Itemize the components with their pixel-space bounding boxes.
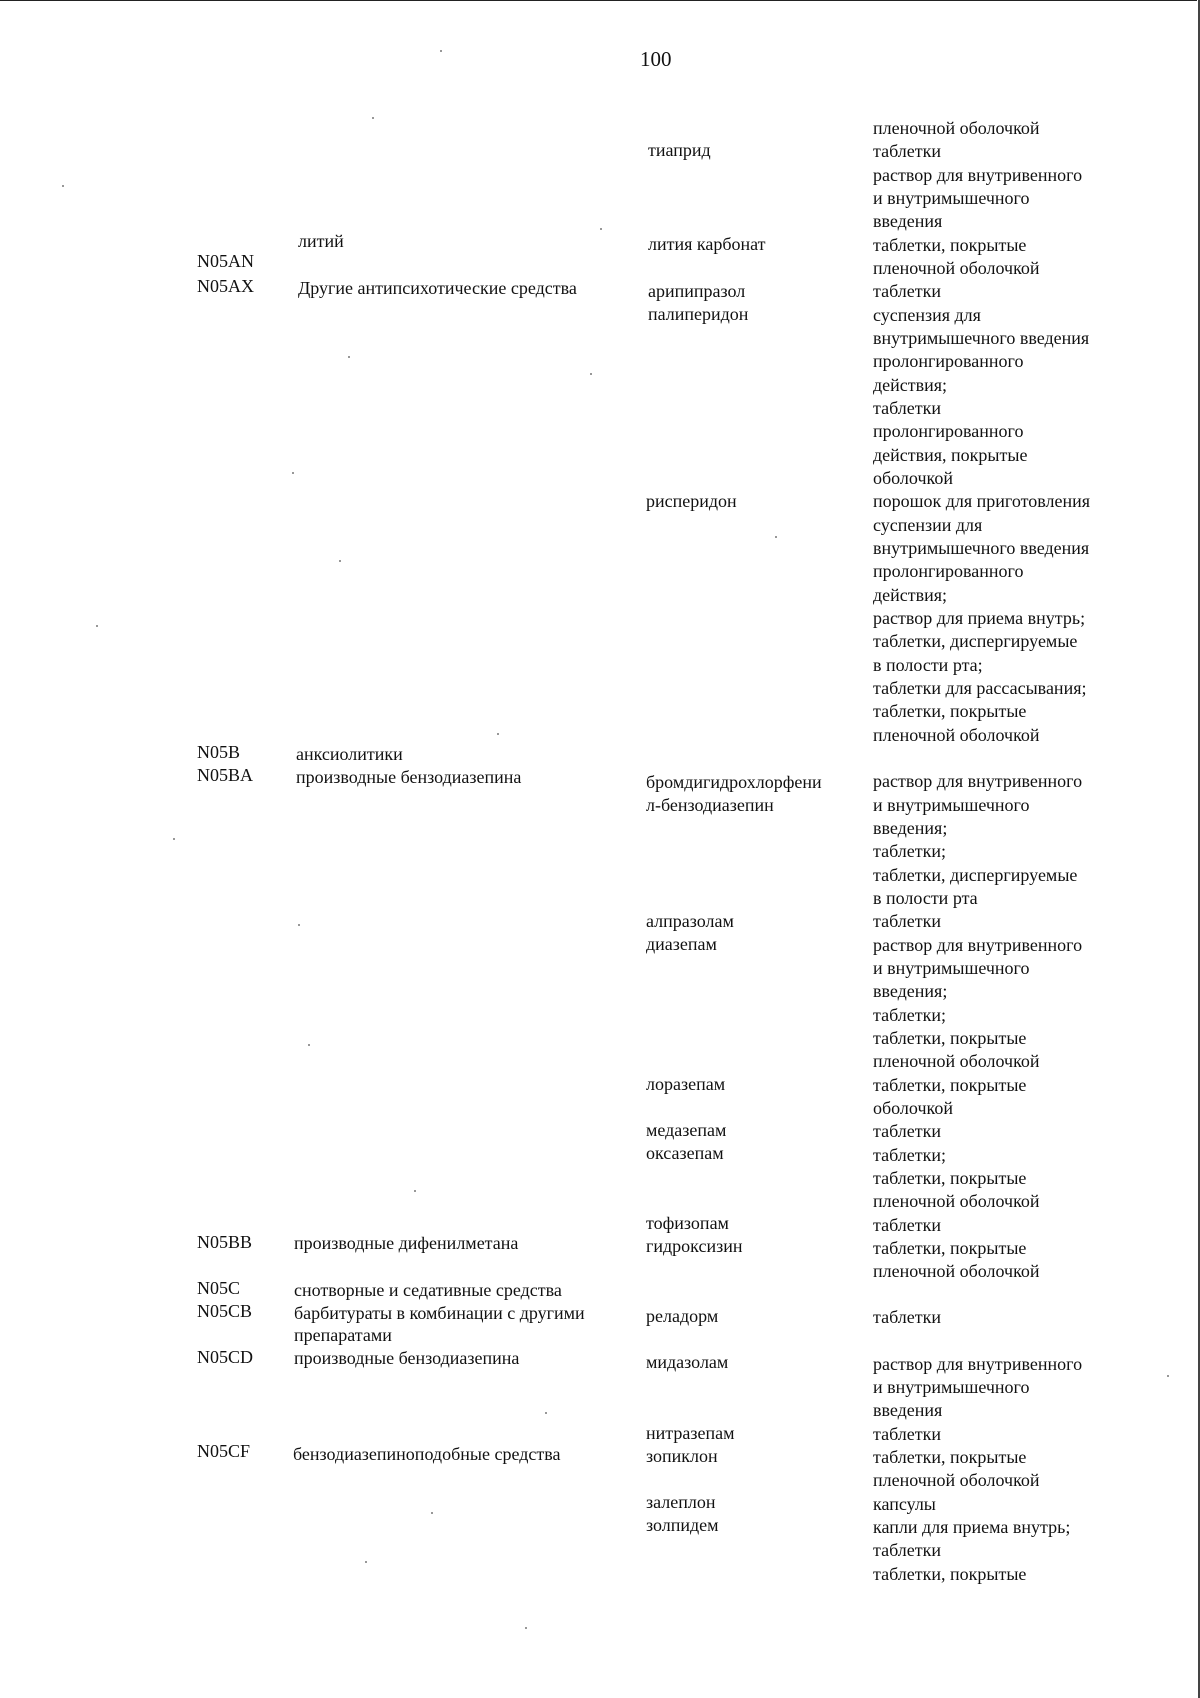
drug-name: тофизопам (646, 1213, 729, 1233)
dosage-form: таблетки; (873, 841, 947, 861)
scan-speck (298, 924, 300, 926)
drug-name: бромдигидрохлорфени (646, 772, 822, 792)
scan-speck (292, 472, 294, 474)
dosage-form: действия, покрытые (873, 445, 1028, 465)
dosage-form: пленочной оболочкой (873, 1051, 1040, 1071)
scan-speck (339, 560, 341, 562)
scan-speck (497, 733, 499, 735)
drug-name: палиперидон (648, 304, 749, 324)
dosage-form: раствор для внутривенного (873, 165, 1083, 185)
dosage-form: таблетки (873, 141, 942, 161)
scan-speck (372, 117, 374, 119)
dosage-form: таблетки, диспергируемые (873, 631, 1078, 651)
atc-code: N05CB (197, 1301, 253, 1321)
dosage-form: капли для приема внутрь; (873, 1517, 1071, 1537)
dosage-form: порошок для приготовления (873, 491, 1091, 511)
page-number: 100 (640, 47, 672, 71)
dosage-form: таблетки для рассасывания; (873, 678, 1087, 698)
drug-name: гидроксизин (646, 1236, 743, 1256)
dosage-form: пролонгированного (873, 351, 1024, 371)
drug-name: лоразепам (646, 1074, 726, 1094)
drug-name: л-бензодиазепин (646, 795, 774, 815)
scan-speck (440, 50, 442, 52)
atc-code: N05BA (197, 765, 254, 785)
dosage-form: пролонгированного (873, 561, 1024, 581)
atc-code: N05CF (197, 1441, 251, 1461)
dosage-form: пролонгированного (873, 421, 1024, 441)
drug-name: нитразепам (646, 1423, 735, 1443)
drug-name: рисперидон (646, 491, 737, 511)
drug-name: арипипразол (648, 281, 746, 301)
drug-name: мидазолам (646, 1352, 729, 1372)
scan-speck (308, 1044, 310, 1046)
drug-name: зопиклон (646, 1446, 718, 1466)
dosage-form: таблетки; (873, 1005, 947, 1025)
dosage-form: таблетки (873, 1121, 942, 1141)
dosage-form: пленочной оболочкой (873, 1191, 1040, 1211)
scan-speck (365, 1561, 367, 1563)
dosage-form: введения; (873, 818, 948, 838)
group-title: препаратами (294, 1325, 392, 1345)
dosage-form: таблетки (873, 398, 942, 418)
dosage-form: введения; (873, 981, 948, 1001)
group-title: анксиолитики (296, 744, 403, 764)
dosage-form: в полости рта; (873, 655, 983, 675)
dosage-form: и внутримышечного (873, 958, 1030, 978)
scan-speck (431, 1512, 433, 1514)
dosage-form: пленочной оболочкой (873, 725, 1040, 745)
drug-name: медазепам (646, 1120, 727, 1140)
drug-name: залеплон (646, 1492, 716, 1512)
group-title: литий (298, 231, 344, 251)
dosage-form: таблетки, покрытые (873, 1168, 1027, 1188)
dosage-form: таблетки, покрытые (873, 1238, 1027, 1258)
dosage-form: суспензии для (873, 515, 983, 535)
scan-speck (775, 536, 777, 538)
dosage-form: таблетки; (873, 1145, 947, 1165)
dosage-form: пленочной оболочкой (873, 118, 1040, 138)
group-title: барбитураты в комбинации с другими (294, 1303, 585, 1323)
dosage-form: таблетки, покрытые (873, 701, 1027, 721)
group-title: производные бензодиазепина (296, 767, 522, 787)
scan-speck (173, 838, 175, 840)
drug-name: диазепам (646, 934, 717, 954)
dosage-form: капсулы (873, 1494, 936, 1514)
dosage-form: раствор для внутривенного (873, 1354, 1083, 1374)
dosage-form: в полости рта (873, 888, 978, 908)
scan-speck (590, 373, 592, 375)
scan-speck (96, 625, 98, 627)
group-title: Другие антипсихотические средства (298, 278, 577, 298)
dosage-form: действия; (873, 375, 948, 395)
atc-code: N05C (197, 1278, 241, 1298)
dosage-form: пленочной оболочкой (873, 1261, 1040, 1281)
dosage-form: раствор для внутривенного (873, 771, 1083, 791)
group-title: производные дифенилметана (294, 1233, 519, 1253)
dosage-form: таблетки, покрытые (873, 1447, 1027, 1467)
scan-speck (1167, 1375, 1169, 1377)
dosage-form: таблетки, покрытые (873, 1564, 1027, 1584)
dosage-form: действия; (873, 585, 948, 605)
scan-speck (62, 185, 64, 187)
dosage-form: оболочкой (873, 1098, 953, 1118)
dosage-form: введения (873, 211, 943, 231)
atc-code: N05AX (197, 276, 254, 296)
dosage-form: пленочной оболочкой (873, 258, 1040, 278)
drug-name: оксазепам (646, 1143, 724, 1163)
dosage-form: таблетки (873, 1424, 942, 1444)
dosage-form: пленочной оболочкой (873, 1470, 1040, 1490)
group-title: производные бензодиазепина (294, 1348, 520, 1368)
drug-name: тиаприд (648, 140, 711, 160)
atc-code: N05CD (197, 1347, 254, 1367)
dosage-form: таблетки, покрытые (873, 1028, 1027, 1048)
atc-code: N05BB (197, 1232, 253, 1252)
dosage-form: таблетки (873, 1540, 942, 1560)
atc-code: N05AN (197, 251, 254, 271)
dosage-form: и внутримышечного (873, 795, 1030, 815)
scan-speck (545, 1412, 547, 1414)
scan-speck (600, 228, 602, 230)
group-title: снотворные и седативные средства (294, 1280, 562, 1300)
dosage-form: оболочкой (873, 468, 953, 488)
scan-speck (348, 356, 350, 358)
drug-name: лития карбонат (648, 234, 766, 254)
dosage-form: суспензия для (873, 305, 981, 325)
dosage-form: таблетки, диспергируемые (873, 865, 1078, 885)
dosage-form: таблетки (873, 1215, 942, 1235)
dosage-form: таблетки (873, 1307, 942, 1327)
dosage-form: раствор для внутривенного (873, 935, 1083, 955)
dosage-form: таблетки (873, 911, 942, 931)
dosage-form: таблетки (873, 281, 942, 301)
dosage-form: и внутримышечного (873, 188, 1030, 208)
dosage-form: введения (873, 1400, 943, 1420)
dosage-form: внутримышечного введения (873, 328, 1090, 348)
drug-name: золпидем (646, 1515, 719, 1535)
dosage-form: таблетки, покрытые (873, 1075, 1027, 1095)
dosage-form: раствор для приема внутрь; (873, 608, 1086, 628)
drug-name: реладорм (646, 1306, 719, 1326)
scan-speck (525, 1627, 527, 1629)
group-title: бензодиазепиноподобные средства (293, 1444, 561, 1464)
dosage-form: внутримышечного введения (873, 538, 1090, 558)
dosage-form: таблетки, покрытые (873, 235, 1027, 255)
scan-top-edge (0, 0, 1197, 1)
atc-code: N05B (197, 742, 241, 762)
scan-speck (414, 1190, 416, 1192)
drug-name: алпразолам (646, 911, 734, 931)
dosage-form: и внутримышечного (873, 1377, 1030, 1397)
